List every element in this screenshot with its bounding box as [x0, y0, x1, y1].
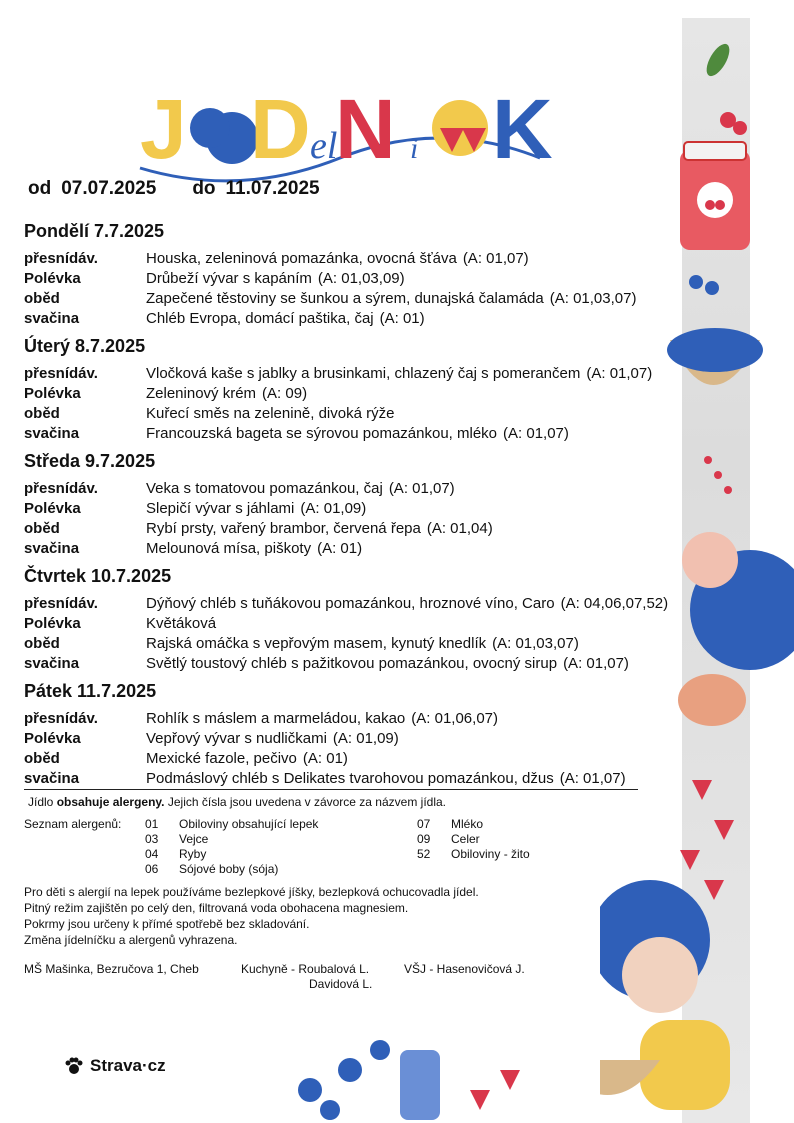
day-title: Úterý 8.7.2025 [24, 336, 146, 356]
allergen-item [417, 847, 530, 862]
meal-label: Polévka [24, 385, 81, 402]
meal-row [24, 384, 704, 404]
svg-text:el: el [310, 125, 338, 167]
meal-row [24, 364, 704, 384]
allergen-name: Celer [451, 832, 480, 846]
day-title: Pátek 11.7.2025 [24, 681, 157, 701]
meal-text: Dýňový chléb s tuňákovou pomazánkou, hroznové víno, Caro [146, 595, 555, 612]
svg-text:N: N [335, 82, 396, 176]
meal-allergens: (A: 01) [317, 540, 363, 557]
day-title: Středa 9.7.2025 [24, 451, 156, 471]
allergen-item [145, 832, 318, 847]
meal-text: Podmáslový chléb s Delikates tvarohovou pomazánkou, džus [146, 770, 554, 787]
meal-label: přesnídáv. [24, 480, 98, 497]
meal-row [24, 289, 704, 309]
info-line: Změna jídelníčku a alergenů vyhrazena. [24, 933, 238, 947]
allergen-name: Mléko [451, 817, 484, 831]
meal-label: oběd [24, 290, 60, 307]
day-title: Čtvrtek 10.7.2025 [24, 566, 172, 586]
period-from-label: od [28, 178, 52, 199]
meal-label: oběd [24, 635, 60, 652]
meal-row [24, 729, 704, 749]
meal-allergens: (A: 09) [262, 385, 308, 402]
meal-text: Slepičí vývar s jáhlami [146, 500, 295, 517]
allergen-name: Ryby [179, 847, 207, 861]
svg-text:K: K [492, 82, 553, 176]
allergen-number: 03 [145, 832, 159, 846]
meal-label: svačina [24, 770, 80, 787]
note-pre: Jídlo [28, 795, 54, 809]
meal-allergens: (A: 01,03,07) [492, 635, 579, 652]
meal-text: Veka s tomatovou pomazánkou, čaj [146, 480, 383, 497]
info-block [24, 884, 479, 948]
meal-row [24, 749, 704, 769]
meal-allergens: (A: 04,06,07,52) [560, 595, 669, 612]
meal-text: Drůbeží vývar s kapáním [146, 270, 312, 287]
allergen-item [145, 847, 318, 862]
kitchen-signature [241, 962, 372, 992]
meal-label: svačina [24, 425, 80, 442]
meal-row [24, 309, 704, 329]
meal-allergens: (A: 01) [379, 310, 425, 327]
meal-label: Polévka [24, 270, 81, 287]
meal-label: svačina [24, 540, 80, 557]
menu-title-logo [120, 58, 600, 188]
meal-allergens: (A: 01,06,07) [411, 710, 498, 727]
meal-label: Polévka [24, 615, 81, 632]
meal-allergens: (A: 01) [302, 750, 348, 767]
paw-icon [64, 1056, 84, 1076]
day-section [24, 220, 704, 329]
meal-text: Rybí prsty, vařený brambor, červená řepa [146, 520, 421, 537]
allergen-number: 01 [145, 817, 159, 831]
meal-row [24, 269, 704, 289]
meal-label: oběd [24, 520, 60, 537]
meal-allergens: (A: 01,07) [388, 480, 455, 497]
meal-row [24, 404, 704, 424]
meal-label: přesnídáv. [24, 710, 98, 727]
meal-label: Polévka [24, 730, 81, 747]
allergen-item [145, 862, 318, 877]
allergen-item [145, 817, 318, 832]
meal-text: Zeleninový krém [146, 385, 257, 402]
allergen-list-col1 [145, 817, 318, 877]
day-section [24, 680, 704, 789]
day-title: Pondělí 7.7.2025 [24, 221, 165, 241]
meal-allergens: (A: 01,07) [563, 655, 629, 672]
meal-label: oběd [24, 405, 60, 422]
meal-allergens: (A: 01,09) [332, 730, 399, 747]
meal-text: Mexické fazole, pečivo [146, 750, 297, 767]
divider [24, 789, 638, 790]
day-section [24, 450, 704, 559]
meal-allergens: (A: 01,03,09) [317, 270, 405, 287]
allergen-item [417, 817, 530, 832]
meal-text: Kuřecí směs na zelenině, divoká rýže [146, 405, 395, 422]
meal-row [24, 634, 704, 654]
svg-text:D: D [250, 82, 311, 176]
meal-allergens: (A: 01,07) [503, 425, 569, 442]
allergen-name: Obiloviny obsahující lepek [179, 817, 319, 831]
meal-allergens: (A: 01,07) [462, 250, 529, 267]
meal-text: Světlý toustový chléb s pažitkovou pomazánkou, ovocný sirup [146, 655, 558, 672]
meal-text: Zapečené těstoviny se šunkou a sýrem, dunajská čalamáda [146, 290, 544, 307]
meal-allergens: (A: 01,04) [426, 520, 493, 537]
meal-text: Chléb Evropa, domácí paštika, čaj [146, 310, 374, 327]
meal-row [24, 709, 704, 729]
period-to-label: do [192, 178, 216, 199]
allergen-number: 07 [417, 817, 431, 831]
info-line: Pro děti s alergií na lepek používáme bezlepkové jíšky, bezlepková ochucovadla jídel. [24, 885, 479, 899]
meal-label: oběd [24, 750, 60, 767]
meal-row [24, 769, 704, 789]
menu-period [28, 178, 320, 200]
meal-label: Polévka [24, 500, 81, 517]
menu-days [24, 220, 704, 795]
allergen-number: 09 [417, 832, 431, 846]
meal-row [24, 479, 704, 499]
meal-text: Rohlík s máslem a marmeládou, kakao [146, 710, 406, 727]
meal-text: Vločková kaše s jablky a brusinkami, chlazený čaj s pomerančem [146, 365, 581, 382]
meal-label: přesnídáv. [24, 250, 98, 267]
logo-letter: J [140, 82, 187, 176]
meal-allergens: (A: 01,07) [559, 770, 626, 787]
meal-text: Květáková [146, 615, 217, 632]
allergen-list-col2 [417, 817, 530, 862]
head-signature: VŠJ - Hasenovičová J. [404, 962, 525, 976]
meal-row [24, 249, 704, 269]
meal-text: Vepřový vývar s nudličkami [146, 730, 327, 747]
meal-text: Rajská omáčka s vepřovým masem, kynutý knedlík [146, 635, 487, 652]
meal-label: přesnídáv. [24, 365, 98, 382]
allergen-number: 52 [417, 847, 431, 861]
allergen-name: Obiloviny - žito [451, 847, 530, 861]
meal-text: Houska, zeleninová pomazánka, ovocná šťáva [146, 250, 457, 267]
meal-allergens: (A: 01,07) [586, 365, 653, 382]
allergen-list-label: Seznam alergenů: [24, 817, 122, 831]
meal-row [24, 499, 704, 519]
meal-allergens: (A: 01,03,07) [549, 290, 637, 307]
allergen-name: Vejce [179, 832, 209, 846]
meal-row [24, 614, 704, 634]
info-line: Pokrmy jsou určeny k přímé spotřebě bez skladování. [24, 917, 310, 931]
meal-text: Melounová mísa, piškoty [146, 540, 312, 557]
meal-row [24, 654, 704, 674]
allergen-item [417, 832, 530, 847]
allergen-number: 04 [145, 847, 159, 861]
school-signature: MŠ Mašinka, Bezručova 1, Cheb [24, 962, 199, 976]
strava-logo [64, 1056, 166, 1076]
kitchen-name-1: Kuchyně - Roubalová L. [241, 962, 370, 976]
allergen-note [28, 795, 446, 809]
meal-allergens: (A: 01,09) [300, 500, 367, 517]
meal-row [24, 594, 704, 614]
period-to-date: 11.07.2025 [225, 178, 320, 199]
note-post: Jejich čísla jsou uvedena v závorce za názvem jídla. [167, 795, 446, 809]
meal-row [24, 424, 704, 444]
svg-text:i: i [410, 132, 419, 165]
meal-text: Francouzská bageta se sýrovou pomazánkou, mléko [146, 425, 498, 442]
allergen-number: 06 [145, 862, 159, 876]
period-from-date: 07.07.2025 [61, 178, 157, 199]
info-line: Pitný režim zajištěn po celý den, filtrovaná voda obohacena magnesiem. [24, 901, 409, 915]
berries-illustration [270, 1030, 530, 1123]
meal-label: svačina [24, 310, 80, 327]
meal-row [24, 519, 704, 539]
strava-text: Strava·cz [90, 1056, 166, 1075]
meal-row [24, 539, 704, 559]
day-section [24, 565, 704, 674]
allergen-name: Sójové boby (sója) [179, 862, 279, 876]
day-section [24, 335, 704, 444]
note-bold: obsahuje alergeny. [56, 795, 165, 809]
meal-label: přesnídáv. [24, 595, 98, 612]
meal-label: svačina [24, 655, 80, 672]
kitchen-name-2: Davidová L. [309, 977, 373, 991]
